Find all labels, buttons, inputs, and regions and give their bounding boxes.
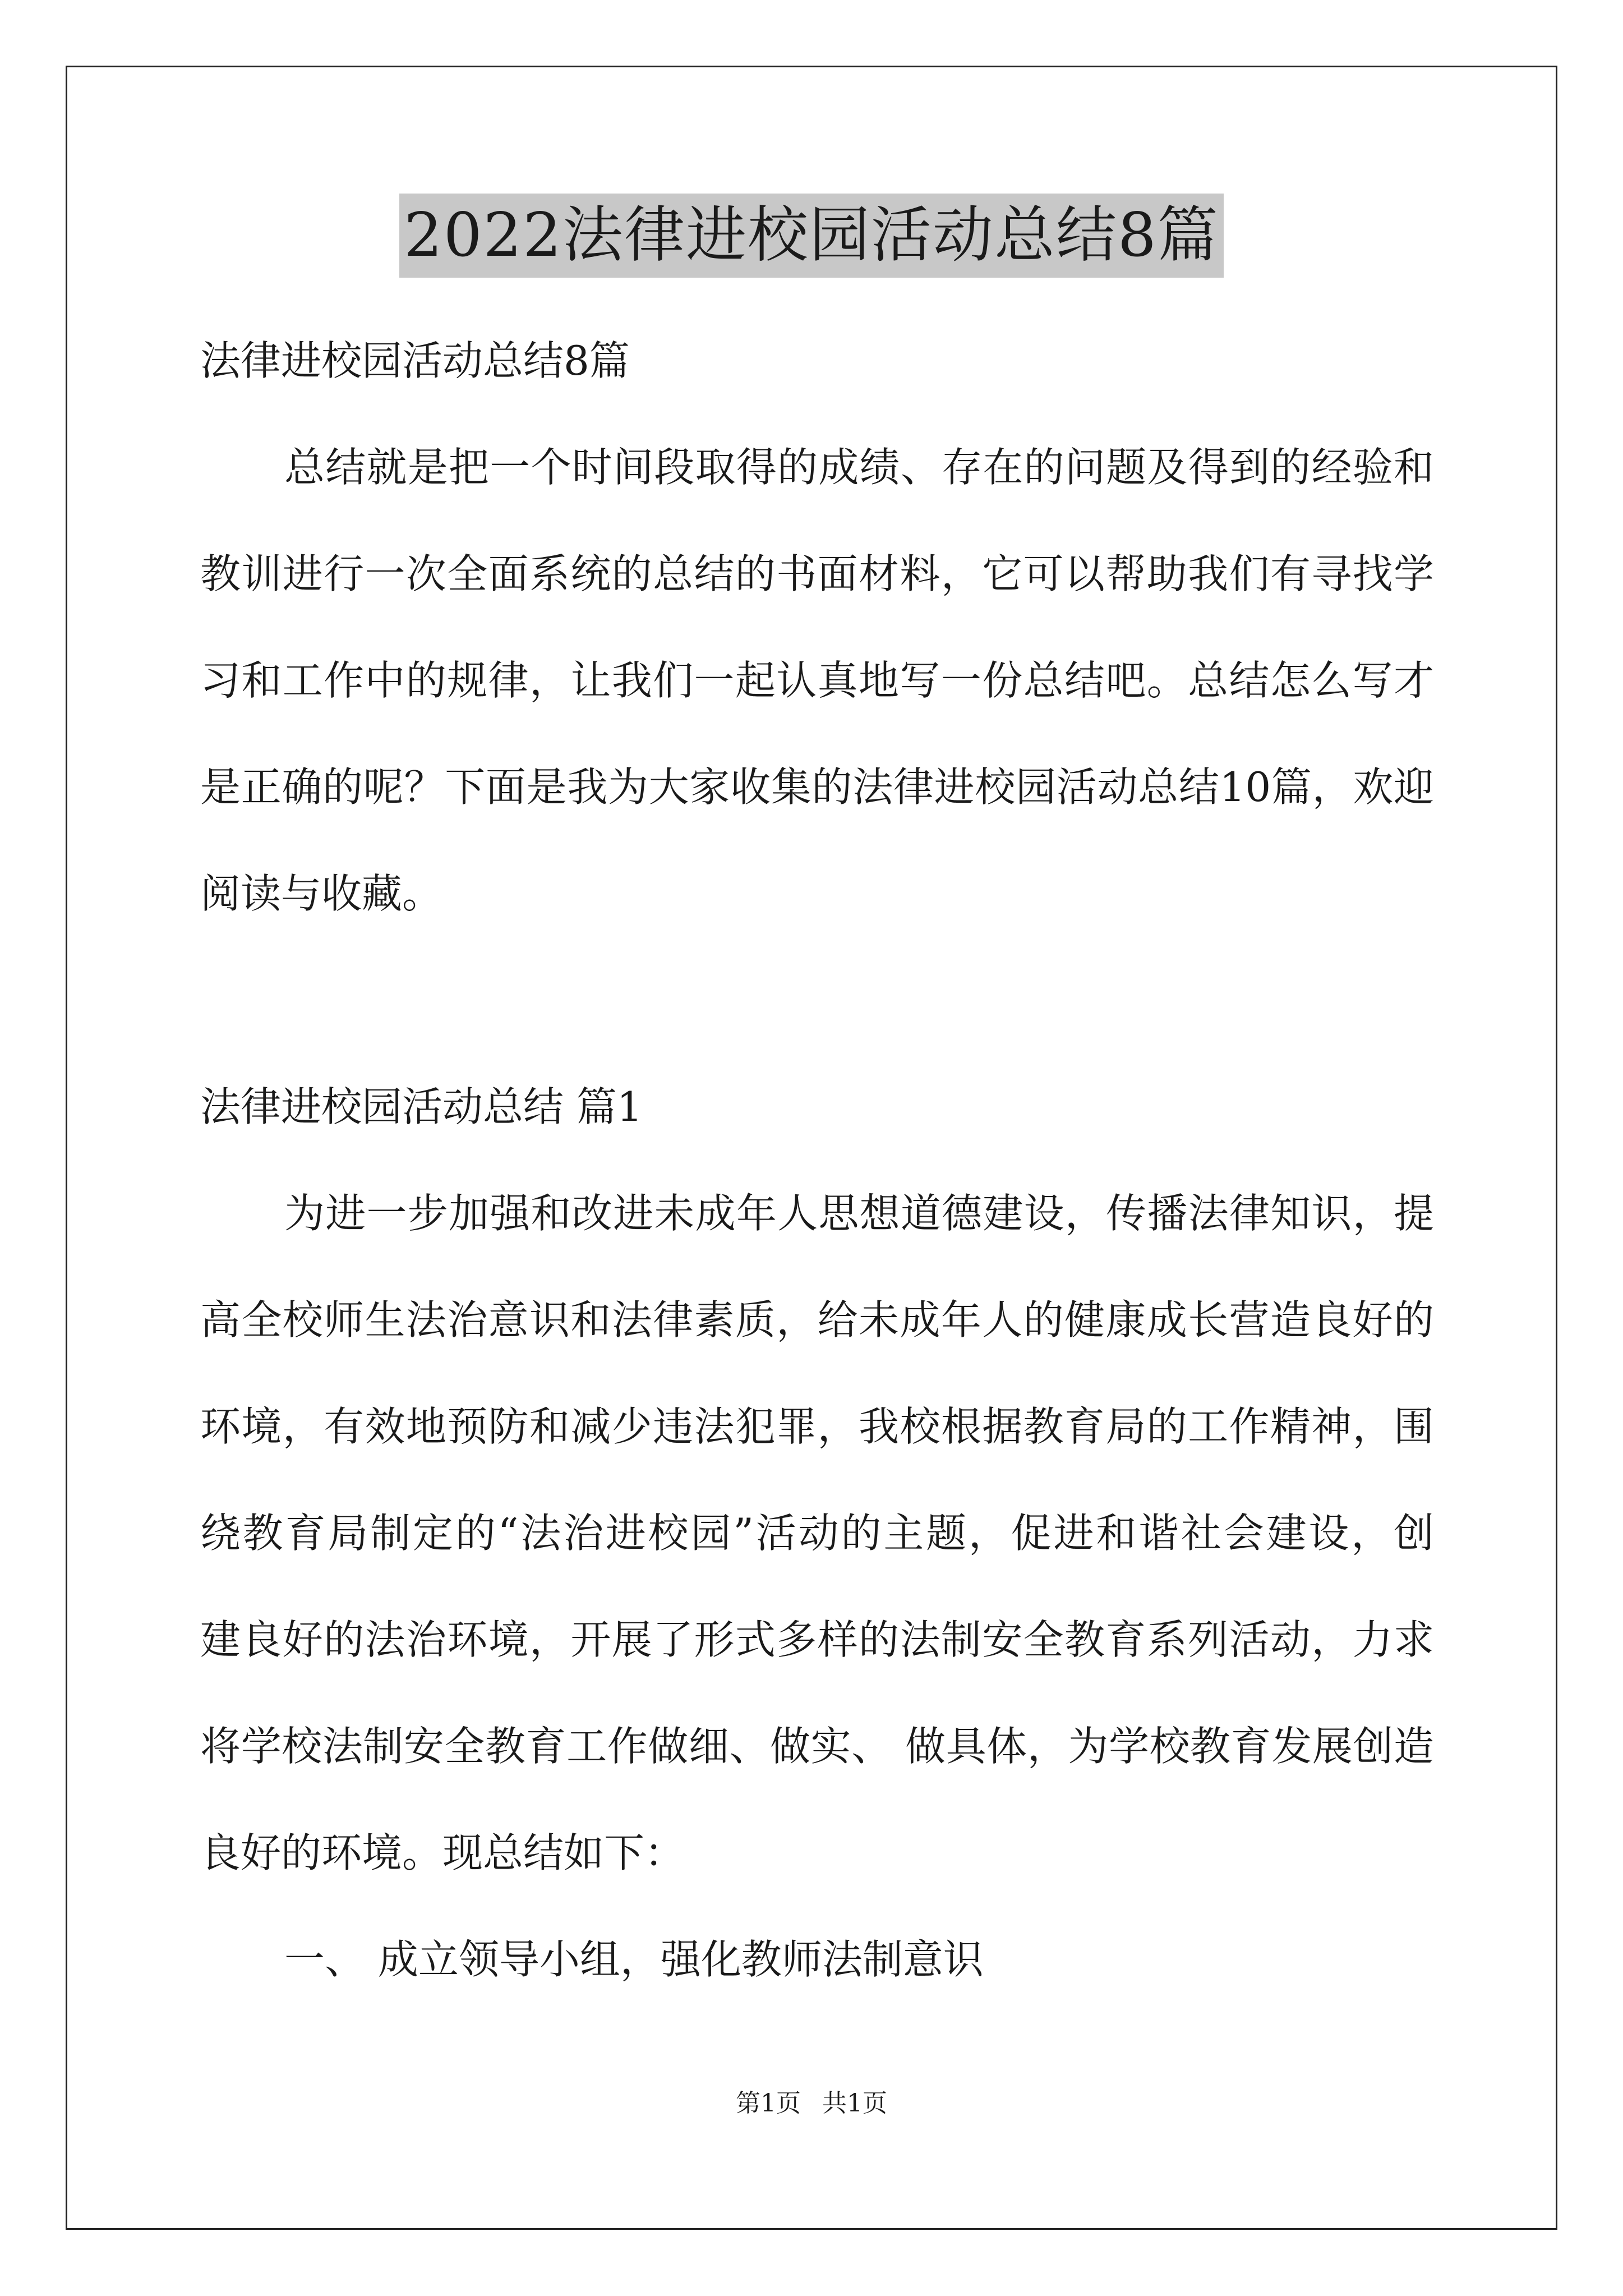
intro-paragraph-line: 是正确的呢？下面是我为大家收集的法律进校园活动总结10篇，欢迎 bbox=[200, 763, 1434, 811]
page-number-current: 第1页 bbox=[736, 2089, 801, 2118]
paragraph-spacer bbox=[200, 947, 1434, 1053]
document-subtitle: 法律进校园活动总结8篇 bbox=[200, 337, 630, 384]
title-container bbox=[0, 194, 1623, 278]
section-paragraph-line: 绕教育局制定的“法治进校园”活动的主题，促进和谐社会建设，创 bbox=[200, 1510, 1434, 1557]
section-heading: 法律进校园活动总结 篇1 bbox=[200, 1083, 643, 1130]
page-number-total: 共1页 bbox=[822, 2089, 887, 2118]
item-heading: 一、 成立领导小组，强化教师法制意识 bbox=[284, 1936, 984, 1983]
intro-paragraph-line: 阅读与收藏。 bbox=[200, 870, 443, 917]
intro-paragraph-line: 教训进行一次全面系统的总结的书面材料，它可以帮助我们有寻找学 bbox=[200, 550, 1434, 597]
section-paragraph-line: 建良好的法治环境，开展了形式多样的法制安全教育系列活动，力求 bbox=[200, 1616, 1434, 1663]
section-paragraph-line: 环境，有效地预防和减少违法犯罪，我校根据教育局的工作精神，围 bbox=[200, 1403, 1434, 1450]
section-paragraph-line: 高全校师生法治意识和法律素质，给未成年人的健康成长营造良好的 bbox=[200, 1296, 1434, 1343]
section-paragraph-line: 将学校法制安全教育工作做细、做实、 做具体，为学校教育发展创造 bbox=[200, 1723, 1434, 1770]
document-title: 2022法律进校园活动总结8篇 bbox=[399, 194, 1224, 278]
intro-paragraph-line: 总结就是把一个时间段取得的成绩、存在的问题及得到的经验和 bbox=[284, 444, 1434, 491]
page-footer bbox=[0, 2087, 1623, 2120]
section-paragraph-line: 为进一步加强和改进未成年人思想道德建设，传播法律知识，提 bbox=[284, 1190, 1434, 1237]
document-body bbox=[200, 307, 1434, 2013]
intro-paragraph-line: 习和工作中的规律，让我们一起认真地写一份总结吧。总结怎么写才 bbox=[200, 657, 1434, 704]
section-paragraph-line: 良好的环境。现总结如下： bbox=[200, 1829, 685, 1876]
